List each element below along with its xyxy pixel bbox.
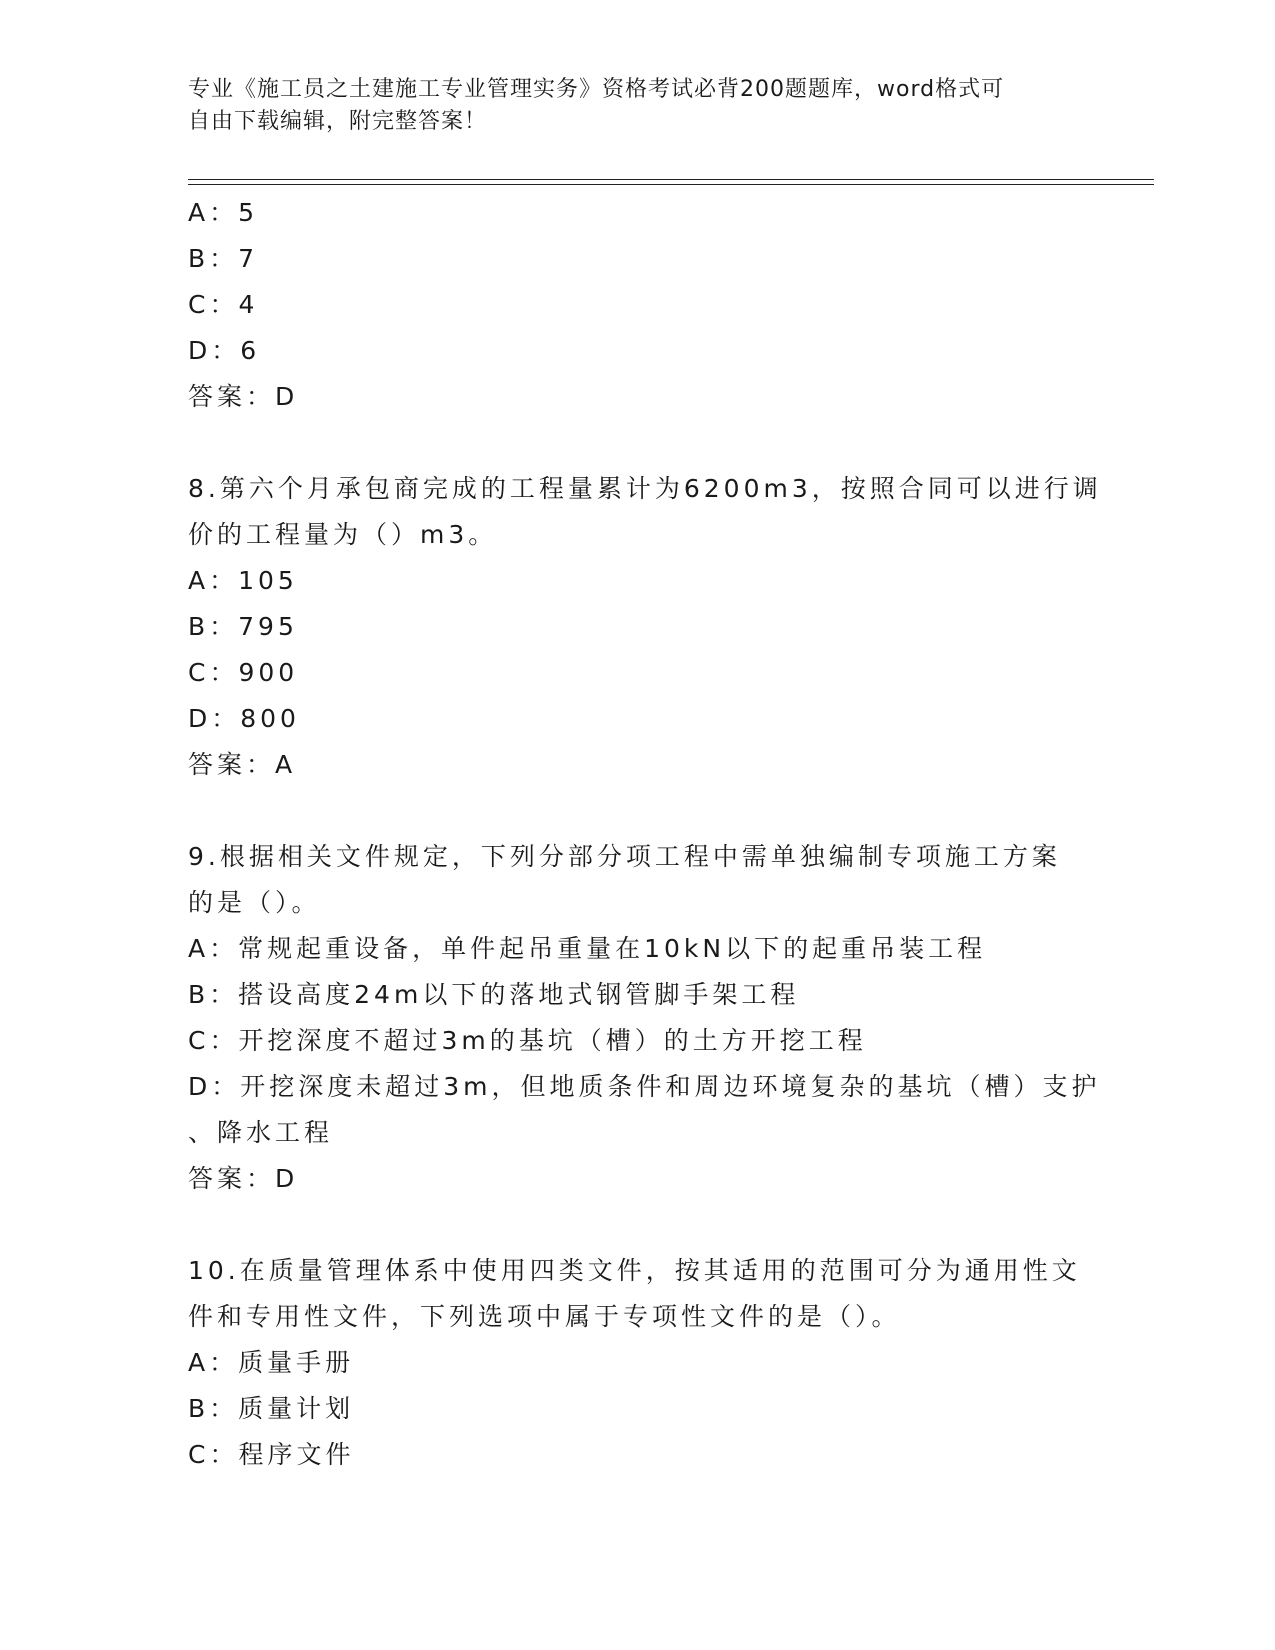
option-a: A：常规起重设备，单件起吊重量在10kN以下的起重吊装工程 [188, 934, 987, 963]
answer: 答案：D [188, 382, 299, 411]
header-line-1: 专业《施工员之土建施工专业管理实务》资格考试必背200题题库，word格式可 [188, 77, 1005, 102]
header-line-2: 自由下载编辑，附完整答案！ [188, 109, 488, 134]
question-8 [188, 466, 1102, 788]
question-9 [188, 834, 1101, 1202]
option-a: A：质量手册 [188, 1348, 355, 1377]
option-d-line-1: D：开挖深度未超过3m，但地质条件和周边环境复杂的基坑（槽）支护 [188, 1072, 1101, 1101]
option-d: D：6 [188, 336, 261, 365]
option-b: B：质量计划 [188, 1394, 355, 1423]
option-d-line-2: 、降水工程 [188, 1118, 334, 1147]
question-list [188, 190, 1102, 1478]
question-stem-line-2: 价的工程量为（）m3。 [188, 520, 498, 549]
option-c: C：900 [188, 658, 299, 687]
header-double-rule [188, 179, 1154, 185]
option-b: B：搭设高度24m以下的落地式钢管脚手架工程 [188, 980, 800, 1009]
option-b: B：795 [188, 612, 298, 641]
question-stem-line-1: 8.第六个月承包商完成的工程量累计为6200m3，按照合同可以进行调 [188, 474, 1102, 503]
option-c: C：程序文件 [188, 1440, 355, 1469]
question-stem-line-1: 10.在质量管理体系中使用四类文件，按其适用的范围可分为通用性文 [188, 1256, 1081, 1285]
question-spacer [188, 1202, 1088, 1248]
question-stem-line-2: 的是（）。 [188, 888, 321, 917]
question-spacer [188, 788, 1088, 834]
option-b: B：7 [188, 244, 259, 273]
question-stem-line-1: 9.根据相关文件规定，下列分部分项工程中需单独编制专项施工方案 [188, 842, 1061, 871]
answer: 答案：D [188, 1164, 299, 1193]
question-7-tail [188, 190, 1088, 420]
option-d: D：800 [188, 704, 300, 733]
document-header [188, 74, 1088, 138]
option-c: C：开挖深度不超过3m的基坑（槽）的土方开挖工程 [188, 1026, 867, 1055]
question-10 [188, 1248, 1088, 1478]
question-stem-line-2: 件和专用性文件，下列选项中属于专项性文件的是（）。 [188, 1302, 901, 1331]
option-c: C：4 [188, 290, 259, 319]
question-spacer [188, 420, 1088, 466]
answer: 答案：A [188, 750, 297, 779]
option-a: A：5 [188, 198, 259, 227]
option-a: A：105 [188, 566, 298, 595]
